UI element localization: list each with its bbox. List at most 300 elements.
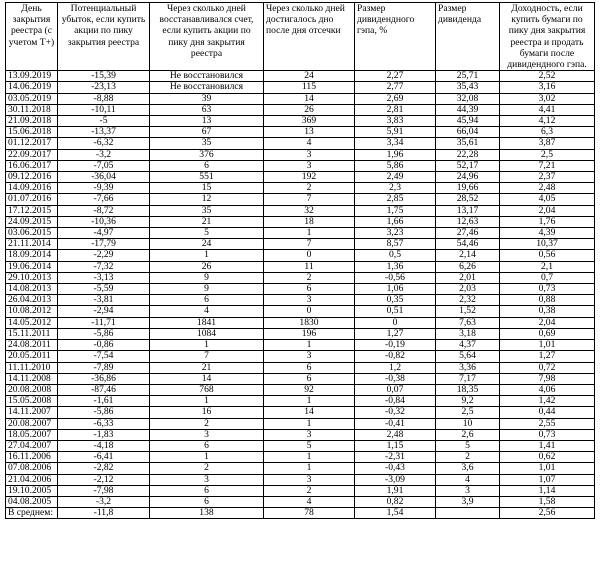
cell-recovery-days: 2 — [150, 418, 264, 429]
cell-record-date: 21.11.2014 — [6, 239, 58, 250]
cell-dividend-size: 19,66 — [436, 183, 500, 194]
cell-gap-size: 0,82 — [355, 496, 436, 507]
cell-yield: 7,98 — [500, 373, 595, 384]
cell-potential-loss: -4,18 — [58, 440, 150, 451]
cell-yield: 2,1 — [500, 261, 595, 272]
cell-record-date: 03.05.2019 — [6, 93, 58, 104]
cell-dividend-size: 9,2 — [436, 396, 500, 407]
cell-potential-loss: -36,86 — [58, 373, 150, 384]
cell-potential-loss: -6,32 — [58, 138, 150, 149]
cell-yield: 0,38 — [500, 306, 595, 317]
cell-gap-size: 2,69 — [355, 93, 436, 104]
cell-potential-loss: -7,05 — [58, 160, 150, 171]
average-row — [6, 508, 595, 519]
cell-yield: 2,37 — [500, 172, 595, 183]
cell-recovery-days: 15 — [150, 183, 264, 194]
cell-dividend-size: 6,26 — [436, 261, 500, 272]
table-row — [6, 328, 595, 339]
cell-recovery-days: 9 — [150, 284, 264, 295]
cell-yield: 0,62 — [500, 452, 595, 463]
cell-yield: 1,14 — [500, 485, 595, 496]
cell-record-date: 16.11.2006 — [6, 452, 58, 463]
table-row — [6, 138, 595, 149]
cell-record-date: 15.11.2011 — [6, 328, 58, 339]
cell-dividend-size: 24,96 — [436, 172, 500, 183]
cell-gap-size: 1,06 — [355, 284, 436, 295]
cell-bottom-days: 2 — [264, 485, 355, 496]
cell-bottom-days: 3 — [264, 351, 355, 362]
cell-recovery-days: 21 — [150, 216, 264, 227]
cell-recovery-days: 4 — [150, 306, 264, 317]
cell-recovery-days: 6 — [150, 440, 264, 451]
cell-bottom-days: 7 — [264, 194, 355, 205]
cell-record-date: 20.05.2011 — [6, 351, 58, 362]
cell-bottom-days: 2 — [264, 183, 355, 194]
cell-potential-loss: -11,71 — [58, 317, 150, 328]
cell-potential-loss: -6,33 — [58, 418, 150, 429]
table-row — [6, 194, 595, 205]
cell-yield: 0,88 — [500, 295, 595, 306]
header-bottom-days: Через сколько дней достигалось дно после дня отсечки — [264, 3, 355, 71]
cell-bottom-days: 5 — [264, 440, 355, 451]
cell-gap-size: 1,75 — [355, 205, 436, 216]
cell-bottom-days: 3 — [264, 149, 355, 160]
cell-recovery-days: 768 — [150, 384, 264, 395]
cell-potential-loss: -3,13 — [58, 272, 150, 283]
cell-potential-loss: -5,59 — [58, 284, 150, 295]
cell-bottom-days: 32 — [264, 205, 355, 216]
cell-recovery-days: 63 — [150, 104, 264, 115]
cell-potential-loss: -36,04 — [58, 172, 150, 183]
cell-bottom-days: 14 — [264, 407, 355, 418]
header-record-date: День закрытия реестра (с учетом Т+) — [6, 3, 58, 71]
cell-dividend-size: 32,08 — [436, 93, 500, 104]
cell-dividend-size: 45,94 — [436, 116, 500, 127]
cell-dividend-size: 2,14 — [436, 250, 500, 261]
cell-dividend-size — [436, 508, 500, 519]
cell-record-date: 30.11.2018 — [6, 104, 58, 115]
cell-bottom-days: 92 — [264, 384, 355, 395]
cell-yield: 1,76 — [500, 216, 595, 227]
cell-gap-size: 0 — [355, 317, 436, 328]
cell-recovery-days: 2 — [150, 463, 264, 474]
cell-bottom-days: 6 — [264, 362, 355, 373]
cell-potential-loss: -7,98 — [58, 485, 150, 496]
cell-gap-size: -0,19 — [355, 340, 436, 351]
cell-bottom-days: 1 — [264, 228, 355, 239]
cell-dividend-size: 4 — [436, 474, 500, 485]
cell-recovery-days: 1 — [150, 340, 264, 351]
cell-gap-size: -0,43 — [355, 463, 436, 474]
table-row — [6, 373, 595, 384]
cell-dividend-size: 22,28 — [436, 149, 500, 160]
cell-potential-loss: -23,13 — [58, 82, 150, 93]
cell-gap-size: 5,86 — [355, 160, 436, 171]
cell-yield: 1,58 — [500, 496, 595, 507]
cell-potential-loss: -15,39 — [58, 71, 150, 82]
cell-record-date: 20.08.2008 — [6, 384, 58, 395]
cell-bottom-days: 3 — [264, 160, 355, 171]
cell-dividend-size: 2,01 — [436, 272, 500, 283]
cell-recovery-days: 35 — [150, 205, 264, 216]
cell-recovery-days: 6 — [150, 160, 264, 171]
cell-potential-loss: -9,39 — [58, 183, 150, 194]
cell-record-date: 15.06.2018 — [6, 127, 58, 138]
cell-dividend-size: 5 — [436, 440, 500, 451]
cell-bottom-days: 7 — [264, 239, 355, 250]
cell-record-date: 19.06.2014 — [6, 261, 58, 272]
cell-yield: 0,72 — [500, 362, 595, 373]
cell-yield: 0,56 — [500, 250, 595, 261]
cell-yield: 1,01 — [500, 463, 595, 474]
cell-record-date: 18.09.2014 — [6, 250, 58, 261]
cell-dividend-size: 52,17 — [436, 160, 500, 171]
cell-bottom-days: 2 — [264, 272, 355, 283]
cell-yield: 2,48 — [500, 183, 595, 194]
table-row — [6, 317, 595, 328]
cell-gap-size: 1,54 — [355, 508, 436, 519]
cell-gap-size: -0,84 — [355, 396, 436, 407]
cell-gap-size: 1,15 — [355, 440, 436, 451]
cell-potential-loss: -7,32 — [58, 261, 150, 272]
cell-potential-loss: -5,86 — [58, 328, 150, 339]
table-row — [6, 250, 595, 261]
cell-bottom-days: 1 — [264, 463, 355, 474]
table-row — [6, 228, 595, 239]
cell-dividend-size: 3,36 — [436, 362, 500, 373]
cell-dividend-size: 28,52 — [436, 194, 500, 205]
table-row — [6, 71, 595, 82]
cell-gap-size: -0,82 — [355, 351, 436, 362]
cell-record-date: 20.08.2007 — [6, 418, 58, 429]
cell-recovery-days: 138 — [150, 508, 264, 519]
cell-potential-loss: -3,81 — [58, 295, 150, 306]
table-row — [6, 172, 595, 183]
table-row — [6, 306, 595, 317]
cell-dividend-size: 2,6 — [436, 429, 500, 440]
cell-bottom-days: 196 — [264, 328, 355, 339]
table-row — [6, 340, 595, 351]
cell-record-date: 14.09.2016 — [6, 183, 58, 194]
cell-gap-size: 8,57 — [355, 239, 436, 250]
table-row — [6, 418, 595, 429]
cell-recovery-days: 16 — [150, 407, 264, 418]
cell-record-date: 10.08.2012 — [6, 306, 58, 317]
cell-yield: 4,06 — [500, 384, 595, 395]
cell-yield: 0,44 — [500, 407, 595, 418]
cell-record-date: 22.09.2017 — [6, 149, 58, 160]
cell-bottom-days: 192 — [264, 172, 355, 183]
cell-yield: 3,87 — [500, 138, 595, 149]
cell-recovery-days: 3 — [150, 429, 264, 440]
cell-record-date: 11.11.2010 — [6, 362, 58, 373]
cell-gap-size: 1,96 — [355, 149, 436, 160]
cell-bottom-days: 369 — [264, 116, 355, 127]
cell-recovery-days: 6 — [150, 295, 264, 306]
cell-recovery-days: 12 — [150, 194, 264, 205]
table-row — [6, 496, 595, 507]
cell-yield: 4,39 — [500, 228, 595, 239]
table-row — [6, 149, 595, 160]
header-recovery-days: Через сколько дней восстанавливался счет, если купить акции по пику дня закрытия реестра — [150, 3, 264, 71]
cell-recovery-days: 39 — [150, 93, 264, 104]
cell-potential-loss: -3,2 — [58, 149, 150, 160]
cell-dividend-size: 1,52 — [436, 306, 500, 317]
cell-recovery-days: Не восстановился — [150, 82, 264, 93]
table-row — [6, 183, 595, 194]
cell-gap-size: 2,27 — [355, 71, 436, 82]
cell-potential-loss: -8,72 — [58, 205, 150, 216]
cell-potential-loss: -13,37 — [58, 127, 150, 138]
header-row — [6, 3, 595, 71]
cell-gap-size: 0,5 — [355, 250, 436, 261]
cell-recovery-days: 26 — [150, 261, 264, 272]
cell-recovery-days: 1841 — [150, 317, 264, 328]
cell-record-date: 14.11.2008 — [6, 373, 58, 384]
header-dividend-size: Размер дивиденда — [436, 3, 500, 71]
cell-bottom-days: 6 — [264, 373, 355, 384]
cell-gap-size: -0,38 — [355, 373, 436, 384]
cell-record-date: 15.05.2008 — [6, 396, 58, 407]
cell-record-date: 18.05.2007 — [6, 429, 58, 440]
cell-dividend-size: 35,43 — [436, 82, 500, 93]
cell-bottom-days: 1 — [264, 396, 355, 407]
cell-record-date: 09.12.2016 — [6, 172, 58, 183]
table-row — [6, 362, 595, 373]
cell-bottom-days: 14 — [264, 93, 355, 104]
cell-gap-size: 0,51 — [355, 306, 436, 317]
table-row — [6, 160, 595, 171]
cell-bottom-days: 1830 — [264, 317, 355, 328]
cell-bottom-days: 0 — [264, 250, 355, 261]
cell-recovery-days: 67 — [150, 127, 264, 138]
cell-bottom-days: 6 — [264, 284, 355, 295]
header-potential-loss: Потенциальный убыток, если купить акции по пику закрытия реестра — [58, 3, 150, 71]
cell-bottom-days: 3 — [264, 474, 355, 485]
cell-recovery-days: 7 — [150, 351, 264, 362]
cell-record-date: В среднем: — [6, 508, 58, 519]
cell-bottom-days: 3 — [264, 429, 355, 440]
cell-potential-loss: -8,88 — [58, 93, 150, 104]
cell-dividend-size: 3 — [436, 485, 500, 496]
cell-dividend-size: 7,63 — [436, 317, 500, 328]
header-yield: Доходность, если купить бумаги по пику дня закрытия реестра и продать бумаги после дивидендного гэпа. — [500, 3, 595, 71]
cell-gap-size: 5,91 — [355, 127, 436, 138]
cell-recovery-days: 24 — [150, 239, 264, 250]
cell-gap-size: 0,35 — [355, 295, 436, 306]
cell-recovery-days: 14 — [150, 373, 264, 384]
cell-record-date: 24.09.2015 — [6, 216, 58, 227]
table-row — [6, 396, 595, 407]
cell-yield: 3,02 — [500, 93, 595, 104]
cell-bottom-days: 1 — [264, 452, 355, 463]
cell-dividend-size: 7,17 — [436, 373, 500, 384]
cell-gap-size: 1,36 — [355, 261, 436, 272]
cell-recovery-days: 21 — [150, 362, 264, 373]
cell-record-date: 14.08.2013 — [6, 284, 58, 295]
cell-record-date: 27.04.2007 — [6, 440, 58, 451]
table-row — [6, 205, 595, 216]
cell-recovery-days: 1084 — [150, 328, 264, 339]
cell-bottom-days: 18 — [264, 216, 355, 227]
cell-yield: 2,04 — [500, 317, 595, 328]
cell-dividend-size: 13,17 — [436, 205, 500, 216]
cell-record-date: 01.07.2016 — [6, 194, 58, 205]
table-row — [6, 284, 595, 295]
cell-dividend-size: 54,46 — [436, 239, 500, 250]
cell-yield: 0,69 — [500, 328, 595, 339]
cell-recovery-days: 376 — [150, 149, 264, 160]
cell-record-date: 21.04.2006 — [6, 474, 58, 485]
cell-record-date: 01.12.2017 — [6, 138, 58, 149]
cell-dividend-size: 35,61 — [436, 138, 500, 149]
cell-potential-loss: -2,94 — [58, 306, 150, 317]
cell-dividend-size: 2,03 — [436, 284, 500, 295]
cell-potential-loss: -7,89 — [58, 362, 150, 373]
cell-record-date: 29.10.2013 — [6, 272, 58, 283]
cell-bottom-days: 1 — [264, 418, 355, 429]
cell-gap-size: 2,77 — [355, 82, 436, 93]
table-row — [6, 272, 595, 283]
cell-recovery-days: Не восстановился — [150, 71, 264, 82]
cell-gap-size: -0,56 — [355, 272, 436, 283]
cell-yield: 1,41 — [500, 440, 595, 451]
cell-yield: 2,56 — [500, 508, 595, 519]
cell-recovery-days: 5 — [150, 228, 264, 239]
cell-potential-loss: -2,82 — [58, 463, 150, 474]
cell-yield: 4,12 — [500, 116, 595, 127]
cell-recovery-days: 6 — [150, 496, 264, 507]
cell-recovery-days: 3 — [150, 474, 264, 485]
table-row — [6, 452, 595, 463]
table-row — [6, 82, 595, 93]
cell-dividend-size: 44,39 — [436, 104, 500, 115]
table-row — [6, 93, 595, 104]
cell-record-date: 13.09.2019 — [6, 71, 58, 82]
cell-yield: 7,21 — [500, 160, 595, 171]
cell-yield: 6,3 — [500, 127, 595, 138]
cell-yield: 2,04 — [500, 205, 595, 216]
cell-gap-size: 2,48 — [355, 429, 436, 440]
cell-dividend-size: 10 — [436, 418, 500, 429]
cell-record-date: 26.04.2013 — [6, 295, 58, 306]
cell-dividend-size: 2 — [436, 452, 500, 463]
cell-dividend-size: 3,6 — [436, 463, 500, 474]
cell-gap-size: 2,81 — [355, 104, 436, 115]
table-row — [6, 463, 595, 474]
cell-recovery-days: 13 — [150, 116, 264, 127]
cell-recovery-days: 9 — [150, 272, 264, 283]
cell-recovery-days: 35 — [150, 138, 264, 149]
cell-yield: 4,05 — [500, 194, 595, 205]
cell-yield: 10,37 — [500, 239, 595, 250]
cell-bottom-days: 24 — [264, 71, 355, 82]
cell-potential-loss: -2,12 — [58, 474, 150, 485]
cell-bottom-days: 11 — [264, 261, 355, 272]
cell-record-date: 24.08.2011 — [6, 340, 58, 351]
cell-recovery-days: 551 — [150, 172, 264, 183]
cell-record-date: 16.06.2017 — [6, 160, 58, 171]
cell-record-date: 17.12.2015 — [6, 205, 58, 216]
cell-dividend-size: 25,71 — [436, 71, 500, 82]
cell-recovery-days: 1 — [150, 250, 264, 261]
cell-record-date: 07.08.2006 — [6, 463, 58, 474]
cell-recovery-days: 1 — [150, 452, 264, 463]
cell-record-date: 14.05.2012 — [6, 317, 58, 328]
cell-gap-size: 2,3 — [355, 183, 436, 194]
cell-potential-loss: -17,79 — [58, 239, 150, 250]
cell-recovery-days: 6 — [150, 485, 264, 496]
table-row — [6, 116, 595, 127]
cell-yield: 3,16 — [500, 82, 595, 93]
cell-potential-loss: -0,86 — [58, 340, 150, 351]
table-row — [6, 407, 595, 418]
cell-yield: 2,52 — [500, 71, 595, 82]
cell-bottom-days: 0 — [264, 306, 355, 317]
table-body — [6, 71, 595, 519]
table-row — [6, 104, 595, 115]
table-row — [6, 261, 595, 272]
table-row — [6, 440, 595, 451]
cell-bottom-days: 3 — [264, 295, 355, 306]
table-row — [6, 384, 595, 395]
cell-bottom-days: 115 — [264, 82, 355, 93]
cell-bottom-days: 4 — [264, 496, 355, 507]
cell-potential-loss: -1,61 — [58, 396, 150, 407]
cell-bottom-days: 1 — [264, 340, 355, 351]
cell-yield: 0,73 — [500, 429, 595, 440]
cell-gap-size: 1,2 — [355, 362, 436, 373]
cell-potential-loss: -10,36 — [58, 216, 150, 227]
cell-potential-loss: -2,29 — [58, 250, 150, 261]
cell-gap-size: 1,66 — [355, 216, 436, 227]
cell-yield: 1,07 — [500, 474, 595, 485]
table-row — [6, 216, 595, 227]
cell-gap-size: 3,23 — [355, 228, 436, 239]
cell-potential-loss: -5,86 — [58, 407, 150, 418]
table-row — [6, 127, 595, 138]
cell-yield: 1,27 — [500, 351, 595, 362]
cell-yield: 1,01 — [500, 340, 595, 351]
cell-record-date: 14.11.2007 — [6, 407, 58, 418]
cell-bottom-days: 4 — [264, 138, 355, 149]
cell-potential-loss: -1,83 — [58, 429, 150, 440]
cell-record-date: 03.06.2015 — [6, 228, 58, 239]
cell-record-date: 04.08.2005 — [6, 496, 58, 507]
cell-gap-size: 2,85 — [355, 194, 436, 205]
table-row — [6, 429, 595, 440]
cell-yield: 2,55 — [500, 418, 595, 429]
cell-potential-loss: -5 — [58, 116, 150, 127]
table-row — [6, 239, 595, 250]
cell-yield: 2,5 — [500, 149, 595, 160]
cell-yield: 0,7 — [500, 272, 595, 283]
cell-gap-size: 1,91 — [355, 485, 436, 496]
cell-gap-size: 0,07 — [355, 384, 436, 395]
cell-gap-size: -3,09 — [355, 474, 436, 485]
table-row — [6, 351, 595, 362]
cell-potential-loss: -7,54 — [58, 351, 150, 362]
cell-potential-loss: -11,8 — [58, 508, 150, 519]
dividend-table — [5, 2, 595, 519]
header-gap-size: Размер дивидендного гэпа, % — [355, 3, 436, 71]
cell-dividend-size: 3,9 — [436, 496, 500, 507]
cell-bottom-days: 26 — [264, 104, 355, 115]
cell-gap-size: 3,83 — [355, 116, 436, 127]
table-row — [6, 295, 595, 306]
cell-gap-size: -0,32 — [355, 407, 436, 418]
cell-dividend-size: 5,64 — [436, 351, 500, 362]
